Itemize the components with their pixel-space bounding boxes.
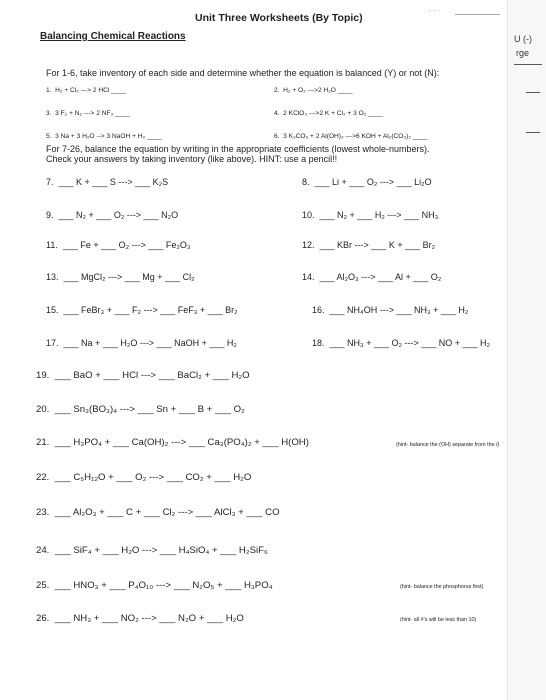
equation-number: 18. [312,338,325,348]
equation-number: 22. [36,472,50,483]
equation-number: 19. [36,370,50,381]
instructions-part2-line2: Check your answers by taking inventory (like above). HINT: use a pencil!! [46,154,338,164]
section-heading: Balancing Chemical Reactions [40,31,186,42]
equation-number: 1. [46,87,52,94]
equation-20 [36,404,245,415]
equation-text: ___ Al₂O₃ ---> ___ Al + ___ O₂ [319,272,442,282]
equation-13 [46,272,195,282]
equation-number: 13. [46,272,59,282]
equation-number: 15. [46,305,59,315]
hint-21: (hint- balance the (OH) separate from the (I [396,442,500,448]
equation-3 [46,110,130,117]
equation-text: H₂ + O₂ --->2 H₂O ____ [283,87,353,94]
equation-number: 2. [274,87,280,94]
equation-text: ___ NH₃ + ___ NO₂ ---> ___ N₂O + ___ H₂O [54,613,244,624]
margin-label-2: rge [516,48,530,58]
equation-text: ___ NH₃ + ___ O₂ ---> ___ NO + ___ H₂ [329,338,491,348]
equation-text: 3 K₂CO₃ + 2 Al(OH)₃ --->6 KOH + Al₂(CO₃)₃ ____ [283,133,428,140]
equation-number: 6. [274,133,280,140]
equation-text: H₂ + Cl₂ ---> 2 HCl ____ [55,87,126,94]
corner-rule [455,14,500,15]
equation-text: 3 Na + 3 H₂O --> 3 NaOH + H₂ ____ [55,133,162,140]
equation-number: 17. [46,338,59,348]
margin-rule [526,132,540,133]
right-margin-strip [507,0,546,700]
equation-text: ___ C₅H₁₂O + ___ O₂ ---> ___ CO₂ + ___ H₂O [54,472,252,483]
equation-number: 11. [46,240,58,250]
equation-number: 5. [46,133,52,140]
equation-11 [46,240,191,250]
equation-text: ___ K + ___ S ---> ___ K₂S [58,177,169,187]
equation-text: ___ MgCl₂ ---> ___ Mg + ___ Cl₂ [63,272,195,282]
equation-2 [274,87,352,94]
instructions-part1: For 1-6, take inventory of each side and determine whether the equation is balanced (Y) or not (N): [46,68,440,78]
equation-text: ___ Na + ___ H₂O ---> ___ NaOH + ___ H₂ [63,338,237,348]
margin-rule [514,64,542,65]
equation-text: ___ N₂ + ___ O₂ ---> ___ N₂O [58,210,179,220]
equation-21 [36,437,309,448]
equation-26 [36,613,244,624]
hint-25: (hint- balance the phosphorus first) [400,584,484,590]
equation-text: ___ Al₂O₃ + ___ C + ___ Cl₂ ---> ___ AlCl₃ + ___ CO [54,507,280,518]
equation-number: 24. [36,545,50,556]
equation-number: 16. [312,305,325,315]
equation-5 [46,133,162,140]
equation-19 [36,370,250,381]
equation-18 [312,338,490,348]
margin-label-1: U (-) [514,34,532,44]
equation-number: 14. [302,272,315,282]
equation-number: 7. [46,177,54,187]
equation-text: ___ H₃PO₄ + ___ Ca(OH)₂ ---> ___ Ca₃(PO₄)₂ + ___ H(OH) [54,437,309,448]
equation-8 [302,177,432,187]
equation-text: ___ N₂ + ___ H₂ ---> ___ NH₃ [319,210,439,220]
equation-text: ___ BaO + ___ HCl ---> ___ BaCl₂ + ___ H₂O [54,370,250,381]
equation-number: 10. [302,210,315,220]
equation-text: ___ NH₄OH ---> ___ NH₃ + ___ H₂ [329,305,469,315]
instructions-part2-line1: For 7-26, balance the equation by writing in the appropriate coefficients (lowest whole-numbers). [46,144,430,154]
margin-rule [526,92,540,93]
equation-9 [46,210,178,220]
equation-number: 25. [36,580,50,591]
worksheet-title: Unit Three Worksheets (By Topic) [195,12,363,24]
equation-4 [274,110,383,117]
equation-22 [36,472,251,483]
equation-number: 21. [36,437,50,448]
equation-number: 20. [36,404,50,415]
equation-7 [46,177,168,187]
equation-23 [36,507,280,518]
equation-text: ___ HNO₃ + ___ P₄O₁₀ ---> ___ N₂O₅ + ___ H₃PO₄ [54,580,273,591]
equation-16 [312,305,468,315]
equation-text: ___ FeBr₃ + ___ F₂ ---> ___ FeF₃ + ___ Br₂ [63,305,238,315]
equation-24 [36,545,268,556]
equation-text: ___ Li + ___ O₂ ---> ___ Li₂O [314,177,432,187]
equation-text: 3 F₂ + N₂ ---> 2 NF₃ ____ [55,110,130,117]
equation-number: 8. [302,177,310,187]
equation-1 [46,87,126,94]
equation-10 [302,210,438,220]
equation-25 [36,580,273,591]
hint-26: (hint- all #'s will be less than 10) [400,617,477,623]
equation-text: ___ SiF₄ + ___ H₂O ---> ___ H₄SiO₄ + ___ H₂SiF₆ [54,545,268,556]
equation-6 [274,133,427,140]
equation-number: 12. [302,240,315,250]
equation-number: 3. [46,110,52,117]
equation-text: ___ Sn₃(BO₃)₄ ---> ___ Sn + ___ B + ___ O₂ [54,404,245,415]
equation-text: ___ Fe + ___ O₂ ---> ___ Fe₂O₃ [62,240,191,250]
equation-number: 4. [274,110,280,117]
equation-14 [302,272,441,282]
equation-17 [46,338,237,348]
equation-12 [302,240,435,250]
equation-number: 26. [36,613,50,624]
equation-15 [46,305,238,315]
equation-text: 2 KClO₃ --->2 K + Cl₂ + 3 O₂ ____ [283,110,383,117]
corner-scribble: · · · [428,6,441,15]
equation-number: 9. [46,210,54,220]
equation-number: 23. [36,507,50,518]
equation-text: ___ KBr ---> ___ K + ___ Br₂ [319,240,436,250]
